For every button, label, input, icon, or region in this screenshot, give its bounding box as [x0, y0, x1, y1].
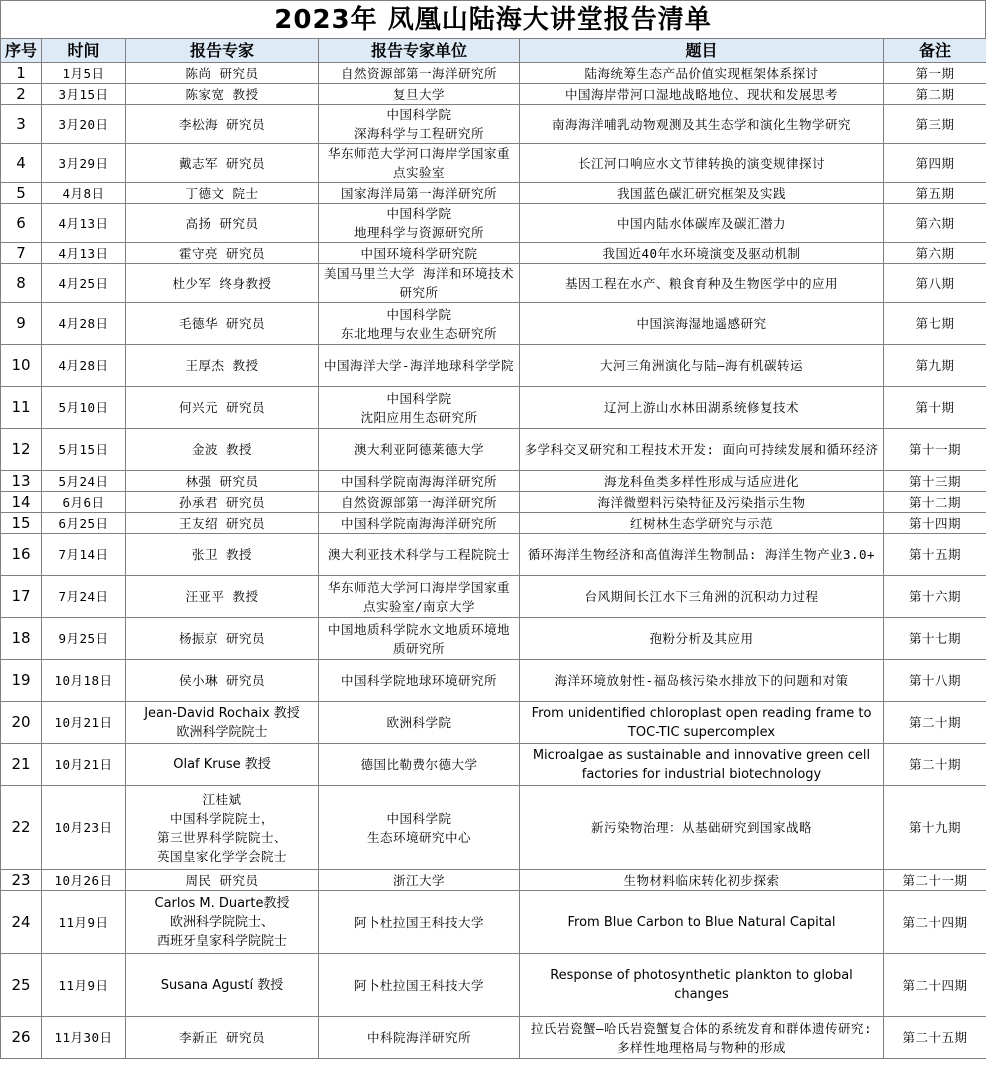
table-row: [1, 1017, 986, 1059]
unit-line: 自然资源部第一海洋研究所: [340, 494, 497, 510]
report-expert: [126, 786, 319, 870]
row-number: 14: [1, 492, 42, 513]
report-note: 第二十一期: [884, 870, 986, 891]
row-number: 9: [1, 303, 42, 345]
expert-line: 霍守亮 研究员: [178, 245, 266, 261]
report-note: 第二十期: [884, 702, 986, 744]
report-topic: 辽河上游山水林田湖系统修复技术: [520, 387, 884, 429]
table-row: [1, 471, 986, 492]
report-date: 4月28日: [42, 303, 126, 345]
report-date: 10月21日: [42, 744, 126, 786]
report-date: 10月18日: [42, 660, 126, 702]
row-number: 18: [1, 618, 42, 660]
row-number: 1: [1, 63, 42, 84]
report-topic: 台风期间长江水下三角洲的沉积动力过程: [520, 576, 884, 618]
unit-line: 复旦大学: [392, 86, 445, 102]
row-number: 15: [1, 513, 42, 534]
report-date: 3月20日: [42, 105, 126, 144]
report-note: 第十期: [884, 387, 986, 429]
report-topic: 新污染物治理：从基础研究到国家战略: [520, 786, 884, 870]
row-number: 17: [1, 576, 42, 618]
expert-line: 毛德华 研究员: [178, 316, 266, 331]
report-topic: 我国蓝色碳汇研究框架及实践: [520, 183, 884, 204]
report-expert: [126, 144, 319, 183]
report-date: 7月14日: [42, 534, 126, 576]
report-expert: [126, 954, 319, 1017]
expert-unit: [319, 303, 520, 345]
report-date: 4月13日: [42, 204, 126, 243]
expert-line: Carlos M. Duarte教授: [154, 895, 290, 911]
report-note: 第二十四期: [884, 891, 986, 954]
report-topic: 中国滨海湿地遥感研究: [520, 303, 884, 345]
expert-unit: [319, 84, 520, 105]
report-expert: [126, 492, 319, 513]
table-row: [1, 264, 986, 303]
header-row: [1, 39, 986, 63]
report-date: 10月23日: [42, 786, 126, 870]
row-number: 12: [1, 429, 42, 471]
report-topic: 海洋微塑料污染特征及污染指示生物: [520, 492, 884, 513]
report-topic: 长江河口响应水文节律转换的演变规律探讨: [520, 144, 884, 183]
expert-unit: [319, 345, 520, 387]
report-expert: [126, 183, 319, 204]
table-row: [1, 618, 986, 660]
report-expert: [126, 303, 319, 345]
row-number: 7: [1, 243, 42, 264]
report-note: 第五期: [884, 183, 986, 204]
col-header-topic: 题目: [520, 39, 884, 63]
table-row: [1, 84, 986, 105]
expert-line: 欧洲科学院院士: [176, 724, 268, 740]
unit-line: 东北地理与农业生态研究所: [340, 325, 497, 341]
report-topic: From unidentified chloroplast open reading frame to TOC-TIC supercomplex: [520, 702, 884, 744]
expert-unit: [319, 429, 520, 471]
report-expert: [126, 1017, 319, 1059]
expert-unit: [319, 576, 520, 618]
report-expert: [126, 105, 319, 144]
report-expert: [126, 429, 319, 471]
expert-unit: [319, 513, 520, 534]
expert-line: 第三世界科学院院士、: [156, 829, 287, 845]
unit-line: 欧洲科学院: [386, 715, 452, 730]
report-date: 4月13日: [42, 243, 126, 264]
report-expert: [126, 243, 319, 264]
expert-line: 张卫 教授: [191, 547, 253, 562]
unit-line: 中国科学院: [386, 810, 452, 826]
unit-line: 阿卜杜拉国王科技大学: [353, 914, 484, 930]
unit-line: 中科院海洋研究所: [366, 1030, 471, 1045]
row-number: 20: [1, 702, 42, 744]
report-expert: [126, 534, 319, 576]
report-topic: Response of photosynthetic plankton to global changes: [520, 954, 884, 1017]
row-number: 4: [1, 144, 42, 183]
report-note: 第四期: [884, 144, 986, 183]
report-note: 第八期: [884, 264, 986, 303]
report-expert: [126, 513, 319, 534]
table-row: [1, 492, 986, 513]
report-topic: 多学科交叉研究和工程技术开发: 面向可持续发展和循环经济: [520, 429, 884, 471]
report-note: 第十二期: [884, 492, 986, 513]
expert-unit: [319, 618, 520, 660]
report-topic: 陆海统筹生态产品价值实现框架体系探讨: [520, 63, 884, 84]
unit-line: 中国海洋大学-海洋地球科学学院: [323, 358, 515, 373]
table-row: [1, 702, 986, 744]
table-row: [1, 63, 986, 84]
unit-line: 中国科学院: [386, 306, 452, 322]
table-row: [1, 429, 986, 471]
expert-unit: [319, 1017, 520, 1059]
expert-line: 中国科学院院士，: [169, 810, 274, 826]
expert-line: 李新正 研究员: [178, 1030, 266, 1045]
report-table: [0, 38, 986, 1059]
unit-line: 地理科学与资源研究所: [353, 225, 484, 240]
expert-line: 杨振京 研究员: [178, 631, 266, 646]
unit-line: 中国科学院: [386, 390, 452, 406]
report-note: 第三期: [884, 105, 986, 144]
report-expert: [126, 576, 319, 618]
report-note: 第十八期: [884, 660, 986, 702]
expert-unit: [319, 786, 520, 870]
table-row: [1, 786, 986, 870]
report-note: 第十六期: [884, 576, 986, 618]
unit-line: 浙江大学: [392, 872, 445, 888]
report-note: 第九期: [884, 345, 986, 387]
unit-line: 中国环境科学研究院: [360, 245, 478, 261]
report-date: 3月29日: [42, 144, 126, 183]
report-expert: [126, 891, 319, 954]
expert-unit: [319, 63, 520, 84]
row-number: 2: [1, 84, 42, 105]
expert-unit: [319, 534, 520, 576]
report-topic: 孢粉分析及其应用: [520, 618, 884, 660]
table-row: [1, 303, 986, 345]
report-date: 5月15日: [42, 429, 126, 471]
expert-unit: [319, 492, 520, 513]
unit-line: 自然资源部第一海洋研究所: [340, 65, 497, 81]
report-topic: 循环海洋生物经济和高值海洋生物制品: 海洋生物产业3.0+: [520, 534, 884, 576]
report-expert: [126, 264, 319, 303]
unit-line: 华东师范大学河口海岸学国家重点实验室/南京大学: [327, 579, 510, 614]
report-topic: 拉氏岩瓷蟹—哈氏岩瓷蟹复合体的系统发育和群体遗传研究: 多样性地理格局与物种的形成: [520, 1017, 884, 1059]
report-expert: [126, 204, 319, 243]
report-topic: 中国海岸带河口湿地战略地位、现状和发展思考: [520, 84, 884, 105]
row-number: 19: [1, 660, 42, 702]
report-date: 6月6日: [42, 492, 126, 513]
unit-line: 深海科学与工程研究所: [353, 126, 484, 141]
report-expert: [126, 702, 319, 744]
report-note: 第十三期: [884, 471, 986, 492]
report-date: 11月9日: [42, 891, 126, 954]
table-row: [1, 345, 986, 387]
report-note: 第二期: [884, 84, 986, 105]
report-date: 11月30日: [42, 1017, 126, 1059]
report-note: 第二十四期: [884, 954, 986, 1017]
expert-line: 戴志军 研究员: [178, 155, 266, 171]
col-header-note: 备注: [884, 39, 986, 63]
expert-line: Jean-David Rochaix 教授: [144, 705, 300, 721]
expert-line: 丁德文 院士: [185, 185, 259, 201]
expert-line: 陈家宽 教授: [185, 86, 259, 102]
row-number: 16: [1, 534, 42, 576]
report-date: 4月25日: [42, 264, 126, 303]
expert-line: 林强 研究员: [185, 473, 259, 489]
expert-line: Olaf Kruse 教授: [173, 757, 271, 772]
expert-line: 陈尚 研究员: [185, 65, 259, 81]
table-row: [1, 204, 986, 243]
report-note: 第二十期: [884, 744, 986, 786]
col-header-unit: 报告专家单位: [319, 39, 520, 63]
expert-unit: [319, 204, 520, 243]
row-number: 25: [1, 954, 42, 1017]
table-row: [1, 954, 986, 1017]
expert-line: 江桂斌: [202, 791, 242, 807]
table-row: [1, 183, 986, 204]
report-topic: 我国近40年水环境演变及驱动机制: [520, 243, 884, 264]
row-number: 24: [1, 891, 42, 954]
table-row: [1, 660, 986, 702]
report-expert: [126, 84, 319, 105]
expert-line: 汪亚平 教授: [185, 589, 259, 604]
report-expert: [126, 744, 319, 786]
expert-unit: [319, 387, 520, 429]
report-expert: [126, 618, 319, 660]
col-header-expert: 报告专家: [126, 39, 319, 63]
report-note: 第七期: [884, 303, 986, 345]
report-note: 第六期: [884, 204, 986, 243]
expert-unit: [319, 264, 520, 303]
expert-line: 英国皇家化学学会院士: [156, 848, 287, 864]
row-number: 26: [1, 1017, 42, 1059]
unit-line: 澳大利亚技术科学与工程院院士: [327, 547, 510, 562]
report-date: 10月21日: [42, 702, 126, 744]
report-expert: [126, 63, 319, 84]
col-header-no: 序号: [1, 39, 42, 63]
expert-unit: [319, 660, 520, 702]
report-note: 第十九期: [884, 786, 986, 870]
row-number: 3: [1, 105, 42, 144]
report-note: 第六期: [884, 243, 986, 264]
page-title: 2023年 凤凰山陆海大讲堂报告清单: [0, 0, 986, 38]
report-date: 4月8日: [42, 183, 126, 204]
expert-unit: [319, 891, 520, 954]
report-expert: [126, 660, 319, 702]
report-date: 11月9日: [42, 954, 126, 1017]
report-topic: 海洋环境放射性-福岛核污染水排放下的问题和对策: [520, 660, 884, 702]
expert-unit: [319, 183, 520, 204]
unit-line: 中国科学院: [386, 107, 452, 122]
report-date: 9月25日: [42, 618, 126, 660]
row-number: 10: [1, 345, 42, 387]
table-row: [1, 744, 986, 786]
expert-line: 高扬 研究员: [185, 215, 259, 231]
unit-line: 美国马里兰大学 海洋和环境技术研究所: [323, 266, 515, 300]
report-topic: Microalgae as sustainable and innovative green cell factories for industrial biotechnology: [520, 744, 884, 786]
row-number: 5: [1, 183, 42, 204]
unit-line: 华东师范大学河口海岸学国家重点实验室: [327, 146, 510, 180]
expert-unit: [319, 471, 520, 492]
row-number: 22: [1, 786, 42, 870]
unit-line: 中国科学院南海海洋研究所: [340, 473, 497, 489]
report-expert: [126, 387, 319, 429]
table-row: [1, 144, 986, 183]
row-number: 13: [1, 471, 42, 492]
expert-line: 金波 教授: [191, 442, 253, 457]
expert-unit: [319, 702, 520, 744]
report-topic: 基因工程在水产、粮食育种及生物医学中的应用: [520, 264, 884, 303]
report-date: 1月5日: [42, 63, 126, 84]
unit-line: 中国科学院南海海洋研究所: [340, 515, 497, 531]
unit-line: 中国科学院: [386, 206, 452, 221]
expert-unit: [319, 105, 520, 144]
report-expert: [126, 471, 319, 492]
report-note: 第十七期: [884, 618, 986, 660]
report-date: 3月15日: [42, 84, 126, 105]
report-expert: [126, 345, 319, 387]
table-row: [1, 243, 986, 264]
table-row: [1, 534, 986, 576]
table-body: [1, 63, 986, 1059]
expert-line: 李松海 研究员: [178, 116, 266, 132]
row-number: 21: [1, 744, 42, 786]
expert-line: 周民 研究员: [185, 872, 259, 888]
unit-line: 生态环境研究中心: [366, 829, 471, 845]
report-note: 第十一期: [884, 429, 986, 471]
table-row: [1, 387, 986, 429]
report-note: 第一期: [884, 63, 986, 84]
table-row: [1, 891, 986, 954]
expert-unit: [319, 744, 520, 786]
table-row: [1, 576, 986, 618]
report-date: 4月28日: [42, 345, 126, 387]
report-topic: 中国内陆水体碳库及碳汇潜力: [520, 204, 884, 243]
unit-line: 沈阳应用生态研究所: [360, 409, 478, 425]
row-number: 23: [1, 870, 42, 891]
report-note: 第十四期: [884, 513, 986, 534]
row-number: 8: [1, 264, 42, 303]
table-row: [1, 513, 986, 534]
report-topic: 大河三角洲演化与陆—海有机碳转运: [520, 345, 884, 387]
expert-line: 侯小琳 研究员: [178, 673, 266, 688]
report-note: 第二十五期: [884, 1017, 986, 1059]
report-topic: 红树林生态学研究与示范: [520, 513, 884, 534]
report-topic: 南海海洋哺乳动物观测及其生态学和演化生物学研究: [520, 105, 884, 144]
expert-unit: [319, 870, 520, 891]
report-topic: 海龙科鱼类多样性形成与适应进化: [520, 471, 884, 492]
unit-line: 澳大利亚阿德莱德大学: [353, 442, 484, 457]
table-row: [1, 105, 986, 144]
report-date: 6月25日: [42, 513, 126, 534]
report-date: 7月24日: [42, 576, 126, 618]
expert-unit: [319, 243, 520, 264]
unit-line: 中国地质科学院水文地质环境地质研究所: [327, 621, 510, 656]
expert-unit: [319, 954, 520, 1017]
report-date: 5月10日: [42, 387, 126, 429]
expert-line: 王厚杰 教授: [185, 358, 259, 373]
expert-line: 杜少军 终身教授: [172, 275, 272, 291]
table-row: [1, 870, 986, 891]
report-note: 第十五期: [884, 534, 986, 576]
report-date: 10月26日: [42, 870, 126, 891]
row-number: 6: [1, 204, 42, 243]
unit-line: 阿卜杜拉国王科技大学: [353, 977, 484, 993]
expert-unit: [319, 144, 520, 183]
row-number: 11: [1, 387, 42, 429]
expert-line: 何兴元 研究员: [178, 400, 266, 415]
expert-line: 欧洲科学院院士、: [169, 914, 274, 930]
report-topic: From Blue Carbon to Blue Natural Capital: [520, 891, 884, 954]
col-header-date: 时间: [42, 39, 126, 63]
report-date: 5月24日: [42, 471, 126, 492]
report-topic: 生物材料临床转化初步探索: [520, 870, 884, 891]
report-expert: [126, 870, 319, 891]
expert-line: 王友绍 研究员: [178, 515, 266, 531]
unit-line: 中国科学院地球环境研究所: [340, 673, 497, 688]
unit-line: 德国比勒费尔德大学: [360, 757, 478, 772]
expert-line: 西班牙皇家科学院院士: [156, 933, 287, 949]
expert-line: Susana Agustí 教授: [160, 977, 284, 993]
unit-line: 国家海洋局第一海洋研究所: [340, 185, 497, 201]
expert-line: 孙承君 研究员: [178, 494, 266, 510]
